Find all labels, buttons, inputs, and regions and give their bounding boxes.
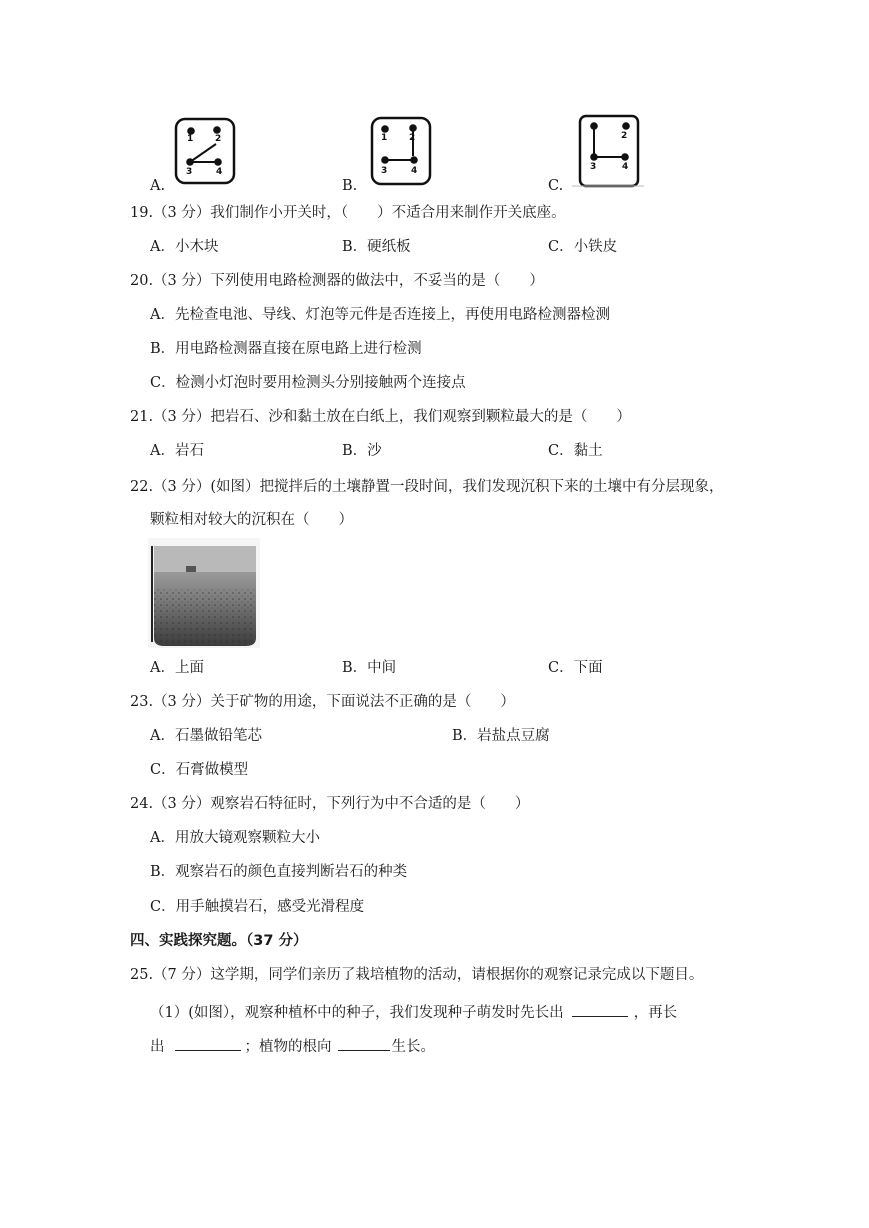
q18-option-c-label: C.: [548, 178, 564, 194]
q18-option-b-label: B.: [342, 178, 358, 194]
q19-option-c[interactable]: C．小铁皮: [548, 239, 618, 255]
q23-stem: 23.（3 分）关于矿物的用途，下面说法不正确的是（ ）: [130, 694, 515, 710]
q18-b-terminal-1: 1: [381, 133, 388, 143]
switch-diagram-a-icon: [174, 117, 236, 185]
q21-option-a[interactable]: A．岩石: [150, 443, 204, 459]
q19-option-b[interactable]: B．硬纸板: [342, 239, 411, 255]
q18-a-terminal-3: 3: [186, 167, 193, 177]
q22-option-c[interactable]: C．下面: [548, 660, 603, 676]
q22-soil-sediment-photo: [148, 538, 260, 652]
q19-option-a[interactable]: A．小木块: [150, 239, 219, 255]
q25-blank-3[interactable]: [338, 1034, 390, 1051]
soil-jar-photo-icon: [148, 538, 260, 648]
q25-sub1-text-2: ，再长: [633, 1005, 678, 1021]
q25-stem: 25.（7 分）这学期，同学们亲历了栽培植物的活动，请根据你的观察记录完成以下题目。: [130, 967, 704, 983]
section-4-title: 四、实践探究题。（37 分）: [130, 933, 308, 949]
q20-stem: 20.（3 分）下列使用电路检测器的做法中，不妥当的是（ ）: [130, 273, 544, 289]
q22-stem-line2: 颗粒相对较大的沉积在（ ）: [150, 512, 353, 528]
q18-a-terminal-2: 2: [215, 134, 222, 144]
q20-option-c[interactable]: C．检测小灯泡时要用检测头分别接触两个连接点: [150, 375, 466, 391]
q25-sub1-text-4: ；植物的根向: [244, 1039, 332, 1055]
q24-option-b[interactable]: B．观察岩石的颜色直接判断岩石的种类: [150, 864, 408, 880]
q21-option-c[interactable]: C．黏土: [548, 443, 603, 459]
q25-sub1-text-1: （1）(如图），观察种植杯中的种子，我们发现种子萌发时先长出: [150, 1005, 564, 1021]
q18-a-terminal-4: 4: [216, 167, 223, 177]
q18-c-terminal-4: 4: [622, 162, 629, 172]
q19-stem: 19.（3 分）我们制作小开关时，（ ）不适合用来制作开关底座。: [130, 205, 566, 221]
q20-option-b[interactable]: B．用电路检测器直接在原电路上进行检测: [150, 341, 422, 357]
q18-option-c-switch-diagram: [570, 112, 646, 194]
switch-diagram-c-icon: [570, 112, 646, 190]
q21-stem: 21.（3 分）把岩石、沙和黏土放在白纸上，我们观察到颗粒最大的是（ ）: [130, 409, 631, 425]
q22-option-b[interactable]: B．中间: [342, 660, 397, 676]
q18-c-terminal-2: 2: [621, 131, 628, 141]
q25-sub1-text-5: 生长。: [391, 1039, 435, 1055]
q23-option-c[interactable]: C．石膏做模型: [150, 762, 249, 778]
q24-stem: 24.（3 分）观察岩石特征时，下列行为中不合适的是（ ）: [130, 796, 530, 812]
switch-diagram-b-icon: [370, 116, 432, 186]
q25-sub1-text-3: 出: [150, 1039, 165, 1055]
q23-option-b[interactable]: B．岩盐点豆腐: [452, 728, 550, 744]
q18-b-terminal-3: 3: [381, 166, 388, 176]
q18-b-terminal-4: 4: [411, 166, 418, 176]
q18-a-terminal-1: 1: [187, 134, 194, 144]
q24-option-a[interactable]: A．用放大镜观察颗粒大小: [150, 830, 320, 846]
q22-stem-line1: 22.（3 分）(如图）把搅拌后的土壤静置一段时间，我们发现沉积下来的土壤中有分层现象，: [130, 479, 724, 495]
q20-option-a[interactable]: A．先检查电池、导线、灯泡等元件是否连接上，再使用电路检测器检测: [150, 307, 610, 323]
q18-c-terminal-3: 3: [590, 162, 597, 172]
q22-option-a[interactable]: A．上面: [150, 660, 204, 676]
q25-sub1-line2: [150, 1034, 435, 1057]
q18-option-a-switch-diagram: [174, 117, 236, 189]
q25-blank-2[interactable]: [175, 1034, 241, 1051]
q23-option-a[interactable]: A．石墨做铅笔芯: [150, 728, 262, 744]
q18-option-a-label: A.: [150, 178, 166, 194]
q18-option-b-switch-diagram: [370, 116, 432, 190]
q18-b-terminal-2: 2: [409, 133, 416, 143]
q25-blank-1[interactable]: [572, 1000, 628, 1017]
q25-sub1-line1: [150, 1000, 677, 1023]
q24-option-c[interactable]: C．用手触摸岩石，感受光滑程度: [150, 899, 365, 915]
q21-option-b[interactable]: B．沙: [342, 443, 382, 459]
